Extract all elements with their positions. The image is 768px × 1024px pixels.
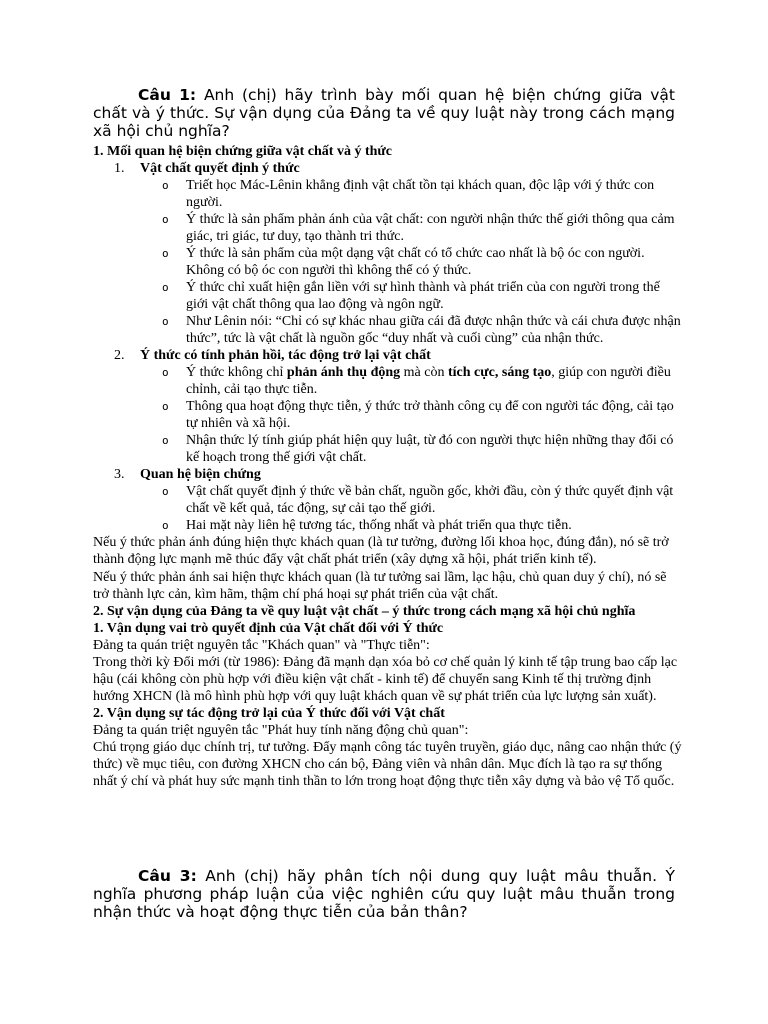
subsection-title: Quan hệ biện chứng — [140, 467, 261, 482]
subsection-number: 2. — [114, 348, 125, 363]
bullet-icon: o — [162, 485, 169, 498]
list-item — [93, 211, 683, 245]
question-3-label: Câu 3: — [138, 867, 197, 885]
list-item — [93, 483, 683, 517]
bullet-icon: o — [162, 213, 169, 226]
text-run: , giúp con người điều chỉnh, cải tạo thực tiễn. — [186, 365, 671, 397]
section-2-1-heading: 1. Vận dụng vai trò quyết định của Vật chất đối với Ý thức — [93, 621, 444, 636]
subsection-number: 1. — [114, 161, 125, 176]
bullet-icon: o — [162, 366, 169, 379]
subsection-title: Vật chất quyết định ý thức — [140, 161, 300, 176]
bullet-icon: o — [162, 179, 169, 192]
emphasis-text: tích cực, sáng tạo — [447, 365, 552, 380]
list-item-text: Ý thức chỉ xuất hiện gắn liền với sự hình thành và phát triển của con người trong thế giới vật chất thông qua lao động và ngôn ngữ. — [186, 280, 660, 312]
list-item-text: Thông qua hoạt động thực tiễn, ý thức trở thành công cụ để con người tác động, cải tạo tự nhiên và xã hội. — [186, 399, 674, 431]
section-2-2-heading: 2. Vận dụng sự tác động trở lại của Ý thức đối với Vật chất — [93, 706, 445, 721]
section-2-heading: 2. Sự vận dụng của Đảng ta về quy luật vật chất – ý thức trong cách mạng xã hội chủ nghĩa — [93, 604, 636, 619]
bullet-icon: o — [162, 247, 169, 260]
paragraph: Nếu ý thức phản ánh đúng hiện thực khách quan (là tư tưởng, đường lối khoa học, đúng đắn), nó sẽ trở thành động lực mạnh mẽ thúc đẩy vật chất phát triển (xây dựng xã hội, phát triển kinh tế). — [93, 535, 669, 567]
list-item-text: Ý thức là sản phẩm của một dạng vật chất có tổ chức cao nhất là bộ óc con người. Không có bộ óc con người thì không thể có ý thức. — [186, 246, 645, 278]
paragraph: Đảng ta quán triệt nguyên tắc "Khách quan" và "Thực tiễn": — [93, 638, 430, 653]
list-item — [93, 279, 683, 313]
emphasis-text: phản ánh thụ động — [286, 365, 401, 380]
text-run: : Đảng đã mạnh dạn xóa bỏ cơ chế quản lý kinh tế tập trung bao cấp lạc hậu (cái không còn phù hợp với điều kiện vật chất - kinh tế) để chuyển sang Kinh tế thị trường định hướng XHCN (là mô hình phù hợp với quy luật khách quan về sự phát triển của lực lượng sản xuất). — [93, 655, 678, 704]
question-3 — [93, 867, 675, 921]
list-item-text: Như Lênin nói: “Chỉ có sự khác nhau giữa cái đã được nhận thức và cái chưa được nhận thức”, tức là vật chất là nguồn gốc “duy nhất và cuối cùng” của nhận thức. — [186, 314, 681, 346]
list-item — [93, 517, 683, 534]
subsection-3-heading — [93, 466, 683, 483]
list-item — [93, 432, 683, 466]
paragraph: Nếu ý thức phản ánh sai hiện thực khách quan (là tư tưởng sai lầm, lạc hậu, chủ quan duy ý chí), nó sẽ trở thành lực cản, kìm hãm, thậm chí phá hoại sự phát triển của vật chất. — [93, 570, 667, 602]
bullet-icon: o — [162, 434, 169, 447]
subsection-number: 3. — [114, 467, 125, 482]
question-1 — [93, 86, 675, 140]
list-item — [93, 313, 683, 347]
text-run: mà còn — [400, 365, 448, 380]
list-item-text: Ý thức là sản phẩm phản ánh của vật chất: con người nhận thức thế giới thông qua cảm giác, tri giác, tư duy, tạo thành tri thức. — [186, 212, 675, 244]
text-run: Ý thức không chỉ — [186, 365, 287, 380]
subsection-1-heading — [93, 160, 683, 177]
list-item-text: Nhận thức lý tính giúp phát hiện quy luật, từ đó con người thực hiện những thay đổi có kế hoạch trong thế giới vật chất. — [186, 433, 674, 465]
bullet-icon: o — [162, 281, 169, 294]
list-item — [93, 177, 683, 211]
question-1-text: Anh (chị) hãy trình bày mối quan hệ biện chứng giữa vật chất và ý thức. Sự vận dụng của Đảng ta về quy luật này trong cách mạng xã hội chủ nghĩa? — [93, 86, 675, 140]
list-item-text: Triết học Mác-Lênin khẳng định vật chất tồn tại khách quan, độc lập với ý thức con người. — [186, 178, 655, 210]
paragraph: Đảng ta quán triệt nguyên tắc "Phát huy tính năng động chủ quan": — [93, 723, 469, 738]
bullet-icon: o — [162, 400, 169, 413]
list-item-text: Vật chất quyết định ý thức về bản chất, nguồn gốc, khởi đầu, còn ý thức quyết định vật chất về kết quả, tác động, sự cải tạo thế giới. — [186, 484, 674, 516]
section-1-heading: 1. Mối quan hệ biện chứng giữa vật chất và ý thức — [93, 144, 393, 159]
bullet-icon: o — [162, 519, 169, 532]
list-item-text: Hai mặt này liên hệ tương tác, thống nhất và phát triển qua thực tiễn. — [186, 518, 572, 533]
list-item — [93, 245, 683, 279]
subsection-2-heading — [93, 347, 683, 364]
paragraph — [93, 654, 683, 705]
answer-body — [93, 143, 683, 790]
question-1-label: Câu 1: — [138, 86, 197, 104]
bullet-icon: o — [162, 315, 169, 328]
text-run: Trong thời kỳ Đổi mới (từ 1986) — [93, 655, 276, 670]
list-item — [93, 398, 683, 432]
subsection-title: Ý thức có tính phản hồi, tác động trở lại vật chất — [140, 348, 431, 363]
paragraph: Chú trọng giáo dục chính trị, tư tưởng. Đẩy mạnh công tác tuyên truyền, giáo dục, nâng cao nhận thức (ý thức) về mục tiêu, con đường XHCN cho cán bộ, Đảng viên và nhân dân. Mục đích là tạo ra sự thống nhất ý chí và phát huy sức mạnh tinh thần to lớn trong hoạt động thực tiễn xây dựng và bảo vệ Tổ quốc. — [93, 740, 682, 789]
list-item — [93, 364, 683, 398]
question-3-text: Anh (chị) hãy phân tích nội dung quy luật mâu thuẫn. Ý nghĩa phương pháp luận của việc nghiên cứu quy luật mâu thuẫn trong nhận thức và hoạt động thực tiễn của bản thân? — [93, 867, 675, 921]
